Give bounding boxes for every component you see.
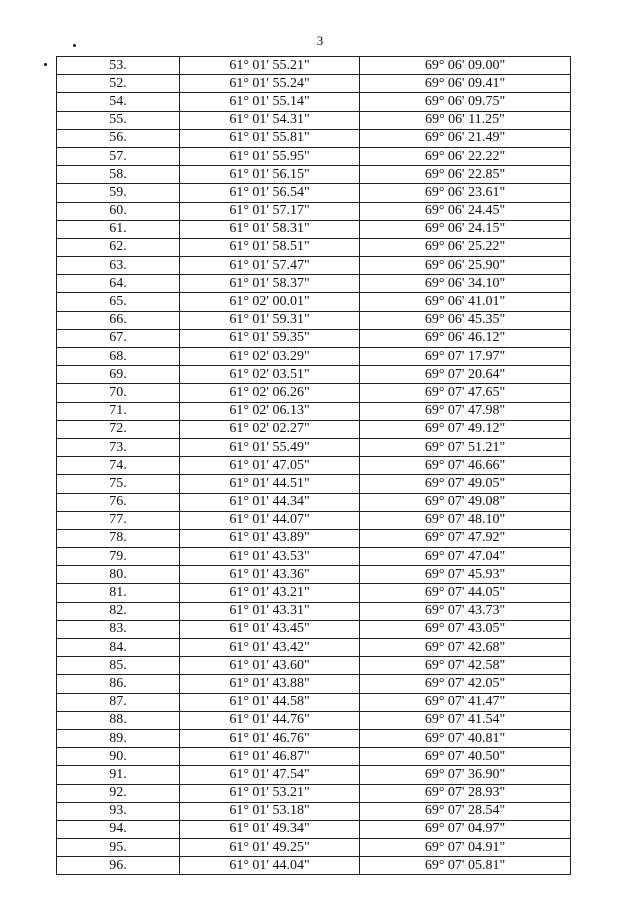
point-number-cell: 92. xyxy=(57,784,180,802)
latitude-cell: 61° 02' 03.29" xyxy=(180,348,360,366)
point-number-cell: 81. xyxy=(57,584,180,602)
longitude-cell: 69° 07' 04.97" xyxy=(360,820,571,838)
latitude-cell: 61° 01' 43.36" xyxy=(180,566,360,584)
latitude-cell: 61° 01' 43.60" xyxy=(180,657,360,675)
table-row xyxy=(57,348,571,366)
latitude-cell: 61° 01' 55.24" xyxy=(180,75,360,93)
point-number-cell: 93. xyxy=(57,802,180,820)
table-row xyxy=(57,384,571,402)
point-number-cell: 71. xyxy=(57,402,180,420)
table-row xyxy=(57,675,571,693)
point-number-cell: 53. xyxy=(57,57,180,75)
table-row xyxy=(57,784,571,802)
point-number-cell: 95. xyxy=(57,839,180,857)
point-number-cell: 74. xyxy=(57,457,180,475)
table-row xyxy=(57,420,571,438)
point-number-cell: 58. xyxy=(57,166,180,184)
table-row xyxy=(57,57,571,75)
longitude-cell: 69° 07' 44.05" xyxy=(360,584,571,602)
point-number-cell: 63. xyxy=(57,257,180,275)
latitude-cell: 61° 01' 59.35" xyxy=(180,329,360,347)
table-row xyxy=(57,257,571,275)
point-number-cell: 69. xyxy=(57,366,180,384)
point-number-cell: 88. xyxy=(57,711,180,729)
latitude-cell: 61° 01' 44.51" xyxy=(180,475,360,493)
longitude-cell: 69° 06' 34.10" xyxy=(360,275,571,293)
table-row xyxy=(57,584,571,602)
table-row xyxy=(57,147,571,165)
latitude-cell: 61° 02' 00.01" xyxy=(180,293,360,311)
point-number-cell: 89. xyxy=(57,729,180,747)
longitude-cell: 69° 06' 25.90" xyxy=(360,257,571,275)
table-row xyxy=(57,275,571,293)
longitude-cell: 69° 07' 36.90" xyxy=(360,766,571,784)
longitude-cell: 69° 06' 11.25" xyxy=(360,111,571,129)
table-row xyxy=(57,202,571,220)
point-number-cell: 60. xyxy=(57,202,180,220)
latitude-cell: 61° 01' 43.42" xyxy=(180,639,360,657)
table-row xyxy=(57,711,571,729)
table-row xyxy=(57,657,571,675)
table-row xyxy=(57,693,571,711)
longitude-cell: 69° 06' 22.22" xyxy=(360,147,571,165)
longitude-cell: 69° 07' 49.08" xyxy=(360,493,571,511)
table-row xyxy=(57,238,571,256)
latitude-cell: 61° 01' 49.25" xyxy=(180,839,360,857)
longitude-cell: 69° 07' 41.47" xyxy=(360,693,571,711)
point-number-cell: 78. xyxy=(57,529,180,547)
longitude-cell: 69° 06' 23.61" xyxy=(360,184,571,202)
longitude-cell: 69° 06' 09.75" xyxy=(360,93,571,111)
latitude-cell: 61° 01' 56.54" xyxy=(180,184,360,202)
longitude-cell: 69° 07' 47.98" xyxy=(360,402,571,420)
longitude-cell: 69° 07' 40.81" xyxy=(360,729,571,747)
longitude-cell: 69° 07' 43.05" xyxy=(360,620,571,638)
longitude-cell: 69° 06' 22.85" xyxy=(360,166,571,184)
table-row xyxy=(57,311,571,329)
table-row xyxy=(57,857,571,875)
latitude-cell: 61° 01' 44.07" xyxy=(180,511,360,529)
longitude-cell: 69° 07' 20.64" xyxy=(360,366,571,384)
latitude-cell: 61° 02' 03.51" xyxy=(180,366,360,384)
table-row xyxy=(57,748,571,766)
point-number-cell: 62. xyxy=(57,238,180,256)
table-row xyxy=(57,457,571,475)
point-number-cell: 87. xyxy=(57,693,180,711)
longitude-cell: 69° 07' 04.91" xyxy=(360,839,571,857)
table-row xyxy=(57,129,571,147)
point-number-cell: 61. xyxy=(57,220,180,238)
latitude-cell: 61° 01' 54.31" xyxy=(180,111,360,129)
latitude-cell: 61° 01' 46.87" xyxy=(180,748,360,766)
table-row xyxy=(57,802,571,820)
latitude-cell: 61° 01' 43.31" xyxy=(180,602,360,620)
table-row xyxy=(57,329,571,347)
point-number-cell: 75. xyxy=(57,475,180,493)
longitude-cell: 69° 06' 24.15" xyxy=(360,220,571,238)
point-number-cell: 52. xyxy=(57,75,180,93)
table-row xyxy=(57,566,571,584)
longitude-cell: 69° 06' 46.12" xyxy=(360,329,571,347)
point-number-cell: 70. xyxy=(57,384,180,402)
point-number-cell: 65. xyxy=(57,293,180,311)
longitude-cell: 69° 07' 49.05" xyxy=(360,475,571,493)
table-row xyxy=(57,729,571,747)
longitude-cell: 69° 07' 47.92" xyxy=(360,529,571,547)
latitude-cell: 61° 01' 55.95" xyxy=(180,147,360,165)
latitude-cell: 61° 02' 06.13" xyxy=(180,402,360,420)
longitude-cell: 69° 07' 28.93" xyxy=(360,784,571,802)
latitude-cell: 61° 01' 57.17" xyxy=(180,202,360,220)
longitude-cell: 69° 07' 45.93" xyxy=(360,566,571,584)
latitude-cell: 61° 01' 58.51" xyxy=(180,238,360,256)
latitude-cell: 61° 01' 59.31" xyxy=(180,311,360,329)
longitude-cell: 69° 07' 42.58" xyxy=(360,657,571,675)
longitude-cell: 69° 07' 43.73" xyxy=(360,602,571,620)
latitude-cell: 61° 01' 53.21" xyxy=(180,784,360,802)
point-number-cell: 57. xyxy=(57,147,180,165)
longitude-cell: 69° 07' 47.65" xyxy=(360,384,571,402)
point-number-cell: 86. xyxy=(57,675,180,693)
longitude-cell: 69° 07' 42.05" xyxy=(360,675,571,693)
latitude-cell: 61° 01' 55.81" xyxy=(180,129,360,147)
page-number: 3 xyxy=(316,33,324,48)
coordinates-table xyxy=(56,56,571,875)
point-number-cell: 68. xyxy=(57,348,180,366)
longitude-cell: 69° 06' 41.01" xyxy=(360,293,571,311)
latitude-cell: 61° 01' 44.34" xyxy=(180,493,360,511)
table-row xyxy=(57,184,571,202)
longitude-cell: 69° 06' 21.49" xyxy=(360,129,571,147)
latitude-cell: 61° 01' 47.05" xyxy=(180,457,360,475)
point-number-cell: 64. xyxy=(57,275,180,293)
latitude-cell: 61° 01' 58.37" xyxy=(180,275,360,293)
latitude-cell: 61° 01' 43.21" xyxy=(180,584,360,602)
latitude-cell: 61° 01' 44.58" xyxy=(180,693,360,711)
point-number-cell: 94. xyxy=(57,820,180,838)
table-row xyxy=(57,548,571,566)
longitude-cell: 69° 06' 09.00" xyxy=(360,57,571,75)
point-number-cell: 83. xyxy=(57,620,180,638)
point-number-cell: 72. xyxy=(57,420,180,438)
table-row xyxy=(57,438,571,456)
latitude-cell: 61° 01' 44.04" xyxy=(180,857,360,875)
point-number-cell: 80. xyxy=(57,566,180,584)
point-number-cell: 79. xyxy=(57,548,180,566)
latitude-cell: 61° 01' 53.18" xyxy=(180,802,360,820)
longitude-cell: 69° 07' 47.04" xyxy=(360,548,571,566)
longitude-cell: 69° 06' 45.35" xyxy=(360,311,571,329)
point-number-cell: 82. xyxy=(57,602,180,620)
point-number-cell: 85. xyxy=(57,657,180,675)
latitude-cell: 61° 01' 55.49" xyxy=(180,438,360,456)
longitude-cell: 69° 07' 46.66" xyxy=(360,457,571,475)
scan-mark xyxy=(73,44,76,47)
longitude-cell: 69° 07' 51.21" xyxy=(360,438,571,456)
coordinates-table-body xyxy=(57,57,571,875)
latitude-cell: 61° 01' 43.53" xyxy=(180,548,360,566)
table-row xyxy=(57,820,571,838)
table-row xyxy=(57,839,571,857)
longitude-cell: 69° 06' 24.45" xyxy=(360,202,571,220)
table-row xyxy=(57,111,571,129)
point-number-cell: 54. xyxy=(57,93,180,111)
point-number-cell: 77. xyxy=(57,511,180,529)
latitude-cell: 61° 02' 02.27" xyxy=(180,420,360,438)
longitude-cell: 69° 07' 48.10" xyxy=(360,511,571,529)
latitude-cell: 61° 02' 06.26" xyxy=(180,384,360,402)
point-number-cell: 90. xyxy=(57,748,180,766)
longitude-cell: 69° 07' 28.54" xyxy=(360,802,571,820)
table-row xyxy=(57,166,571,184)
latitude-cell: 61° 01' 56.15" xyxy=(180,166,360,184)
latitude-cell: 61° 01' 55.21" xyxy=(180,57,360,75)
point-number-cell: 91. xyxy=(57,766,180,784)
table-row xyxy=(57,639,571,657)
scan-mark xyxy=(44,63,47,66)
latitude-cell: 61° 01' 47.54" xyxy=(180,766,360,784)
table-row xyxy=(57,293,571,311)
longitude-cell: 69° 07' 17.97" xyxy=(360,348,571,366)
point-number-cell: 67. xyxy=(57,329,180,347)
longitude-cell: 69° 07' 49.12" xyxy=(360,420,571,438)
latitude-cell: 61° 01' 58.31" xyxy=(180,220,360,238)
table-row xyxy=(57,602,571,620)
longitude-cell: 69° 06' 09.41" xyxy=(360,75,571,93)
latitude-cell: 61° 01' 44.76" xyxy=(180,711,360,729)
table-row xyxy=(57,93,571,111)
latitude-cell: 61° 01' 57.47" xyxy=(180,257,360,275)
table-row xyxy=(57,620,571,638)
point-number-cell: 56. xyxy=(57,129,180,147)
point-number-cell: 55. xyxy=(57,111,180,129)
latitude-cell: 61° 01' 49.34" xyxy=(180,820,360,838)
table-row xyxy=(57,402,571,420)
point-number-cell: 96. xyxy=(57,857,180,875)
table-row xyxy=(57,220,571,238)
point-number-cell: 84. xyxy=(57,639,180,657)
longitude-cell: 69° 07' 05.81" xyxy=(360,857,571,875)
table-row xyxy=(57,75,571,93)
table-row xyxy=(57,475,571,493)
table-row xyxy=(57,511,571,529)
table-row xyxy=(57,529,571,547)
point-number-cell: 59. xyxy=(57,184,180,202)
point-number-cell: 73. xyxy=(57,438,180,456)
point-number-cell: 66. xyxy=(57,311,180,329)
latitude-cell: 61° 01' 43.88" xyxy=(180,675,360,693)
latitude-cell: 61° 01' 55.14" xyxy=(180,93,360,111)
latitude-cell: 61° 01' 43.45" xyxy=(180,620,360,638)
table-row xyxy=(57,493,571,511)
latitude-cell: 61° 01' 46.76" xyxy=(180,729,360,747)
longitude-cell: 69° 07' 40.50" xyxy=(360,748,571,766)
point-number-cell: 76. xyxy=(57,493,180,511)
longitude-cell: 69° 07' 41.54" xyxy=(360,711,571,729)
table-row xyxy=(57,366,571,384)
latitude-cell: 61° 01' 43.89" xyxy=(180,529,360,547)
table-row xyxy=(57,766,571,784)
longitude-cell: 69° 07' 42.68" xyxy=(360,639,571,657)
longitude-cell: 69° 06' 25.22" xyxy=(360,238,571,256)
